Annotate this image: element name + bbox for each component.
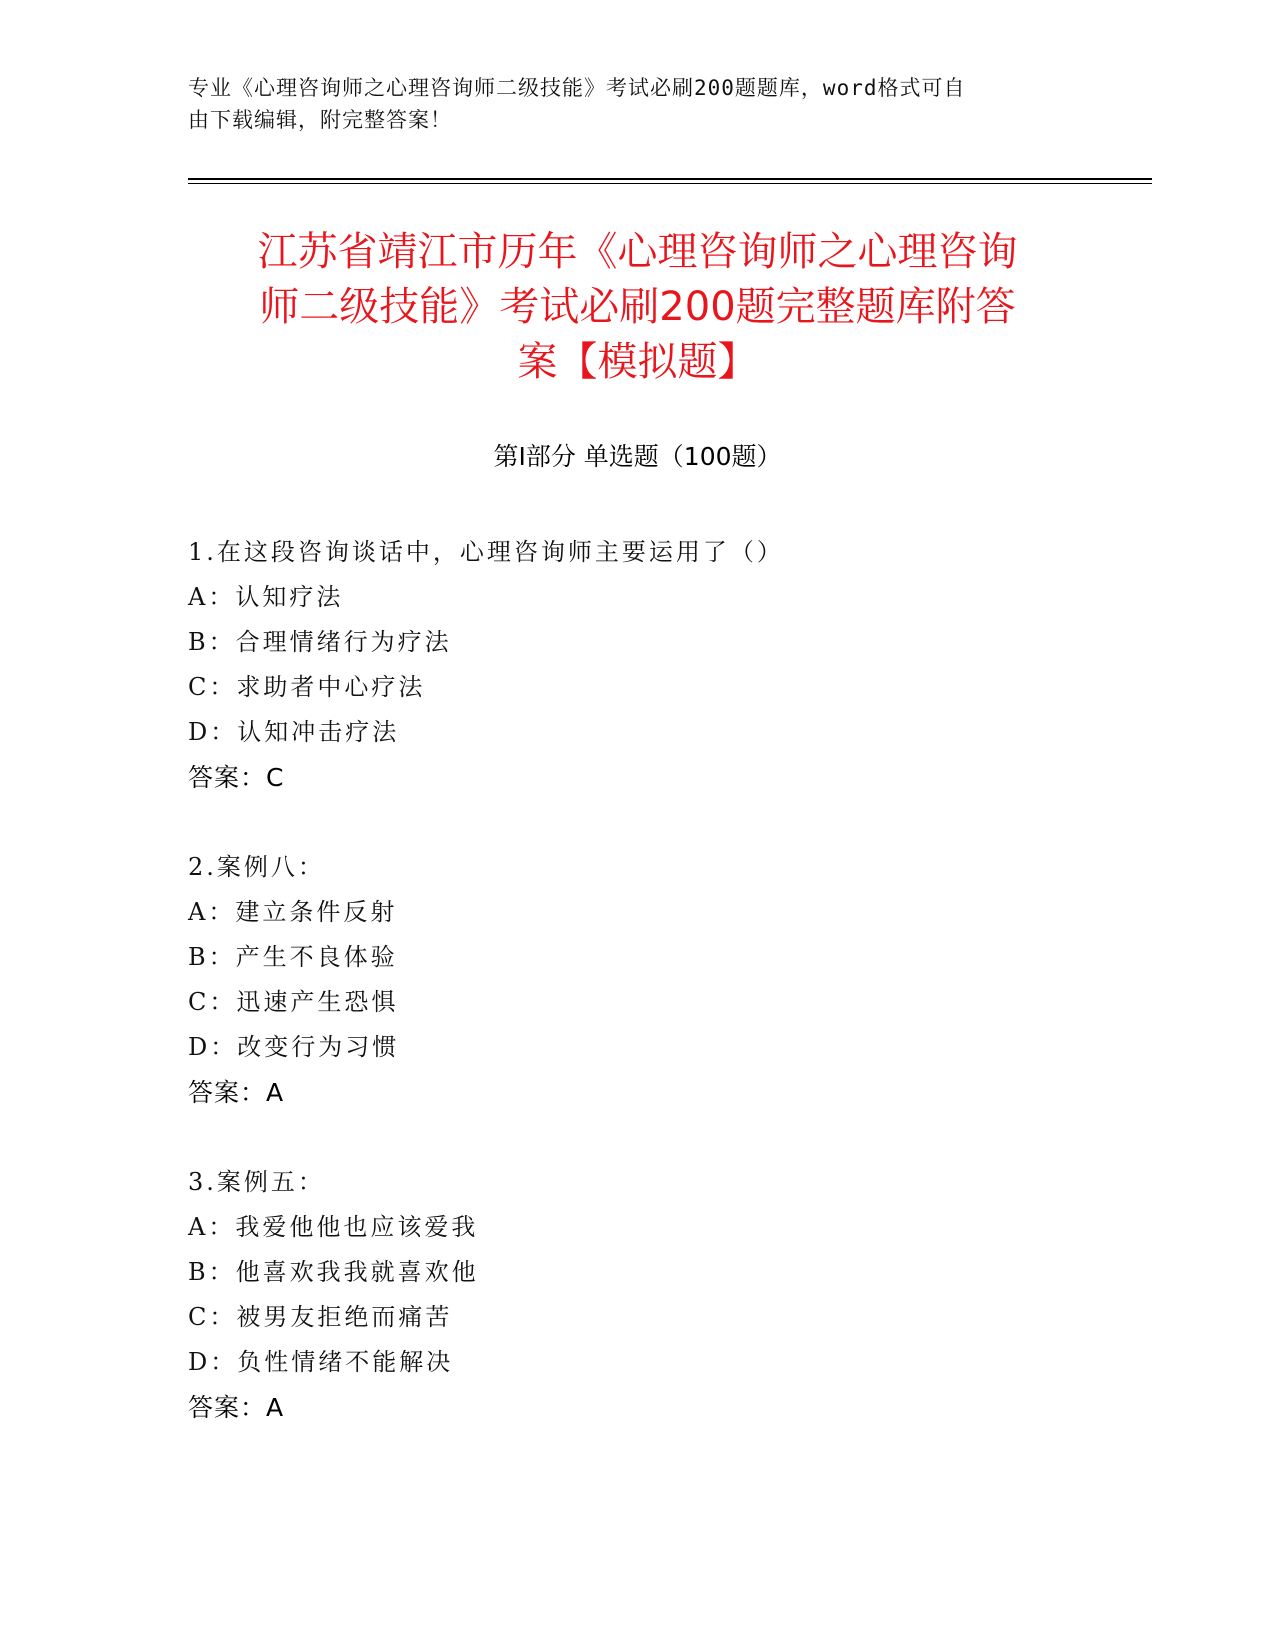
answer: 答案：C <box>188 763 285 792</box>
option-b: B：合理情绪行为疗法 <box>188 628 452 656</box>
question-3 <box>188 1160 1152 1430</box>
option-c: C：求助者中心疗法 <box>188 673 426 701</box>
option-c: C：被男友拒绝而痛苦 <box>188 1303 453 1331</box>
question-list <box>188 530 1152 1475</box>
answer: 答案：A <box>188 1393 285 1422</box>
option-c: C：迅速产生恐惧 <box>188 988 399 1016</box>
question-2 <box>188 845 1152 1115</box>
option-b: B：他喜欢我我就喜欢他 <box>188 1258 479 1286</box>
option-b: B：产生不良体验 <box>188 943 398 971</box>
option-a: A：认知疗法 <box>188 583 344 611</box>
document-title-line-1: 江苏省靖江市历年《心理咨询师之心理咨询 <box>257 229 1018 275</box>
option-d: D：改变行为习惯 <box>188 1033 400 1061</box>
header-note <box>188 72 1068 136</box>
option-a: A：我爱他他也应该爱我 <box>188 1213 479 1241</box>
header-note-line-2: 由下载编辑，附完整答案！ <box>188 108 452 132</box>
document-title <box>180 225 1095 390</box>
header-note-line-1: 专业《心理咨询师之心理咨询师二级技能》考试必刷200题题库，word格式可自 <box>188 76 966 100</box>
question-stem: 2.案例八： <box>188 853 325 881</box>
header-divider-thin <box>188 183 1152 184</box>
option-a: A：建立条件反射 <box>188 898 398 926</box>
answer: 答案：A <box>188 1078 285 1107</box>
document-title-line-3: 案【模拟题】 <box>517 339 758 385</box>
question-stem: 1.在这段咨询谈话中，心理咨询师主要运用了（） <box>188 538 784 566</box>
option-d: D：认知冲击疗法 <box>188 718 400 746</box>
option-d: D：负性情绪不能解决 <box>188 1348 454 1376</box>
section-heading: 第Ⅰ部分 单选题（100题） <box>493 442 782 471</box>
header-divider-thick <box>188 178 1152 180</box>
question-stem: 3.案例五： <box>188 1168 325 1196</box>
question-1 <box>188 530 1152 800</box>
document-title-line-2: 师二级技能》考试必刷200题完整题库附答 <box>259 284 1016 330</box>
